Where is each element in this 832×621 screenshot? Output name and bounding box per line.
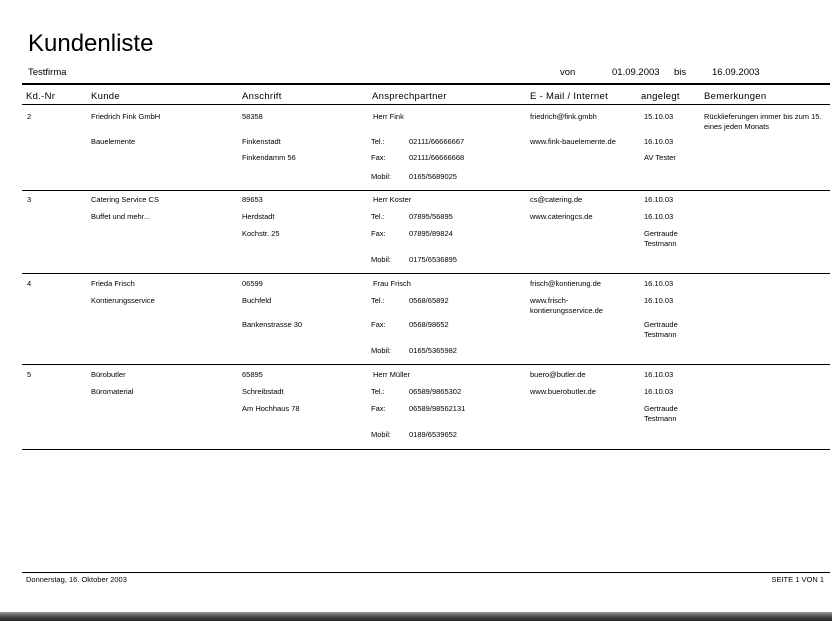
customer-date1: 16.10.03: [644, 195, 674, 204]
customer-zip: 89653: [242, 195, 263, 204]
period-to-label: bis: [674, 67, 687, 78]
customer-web: www.cateringcs.de: [530, 212, 593, 221]
fax-label: Fax:: [371, 404, 386, 413]
footer-rule: [22, 572, 830, 573]
column-header-bemerkungen: Bemerkungen: [704, 91, 767, 102]
customer-name: Friedrich Fink GmbH: [91, 112, 161, 121]
customer-mobil: 0165/5365982: [409, 346, 457, 355]
customer-zip: 58358: [242, 112, 263, 121]
customer-name2: Bauelemente: [91, 137, 136, 146]
period-to-date: 16.09.2003: [712, 67, 760, 78]
footer-date: Donnerstag, 16. Oktober 2003: [26, 575, 127, 584]
customer-web: www.fink-bauelemente.de: [530, 137, 616, 146]
customer-name2: Buffet und mehr...: [91, 212, 151, 221]
customer-contact: Herr Müller: [373, 370, 411, 379]
customer-email: buero@butler.de: [530, 370, 586, 379]
column-header-ansprechpartner: Ansprechpartner: [372, 91, 447, 102]
customer-contact: Frau Frisch: [373, 279, 411, 288]
customer-date2: 16.10.03: [644, 212, 674, 221]
customer-name: Bürobutler: [91, 370, 126, 379]
fax-label: Fax:: [371, 320, 386, 329]
mobil-label: Mobil:: [371, 172, 392, 181]
customer-email: cs@catering.de: [530, 195, 583, 204]
period-from-label: von: [560, 67, 576, 78]
customer-email: friedrich@fink.gmbh: [530, 112, 597, 121]
tel-label: Tel.:: [371, 296, 385, 305]
mobil-label: Mobil:: [371, 430, 392, 439]
customer-date1: 16.10.03: [644, 370, 674, 379]
customer-created-by: Gertraude Testmann: [644, 404, 678, 423]
tel-label: Tel.:: [371, 212, 385, 221]
column-header-email: E - Mail / Internet: [530, 91, 609, 102]
fax-label: Fax:: [371, 153, 386, 162]
customer-name2: Büromaterial: [91, 387, 134, 396]
column-header-kunde: Kunde: [91, 91, 120, 102]
customer-web: www.frisch-kontierungsservice.de: [530, 296, 603, 315]
row-divider: [22, 190, 830, 191]
customer-mobil: 0165/5689025: [409, 172, 457, 181]
customer-date2: 16.10.03: [644, 387, 674, 396]
customer-nr: 3: [27, 195, 32, 204]
customer-date1: 15.10.03: [644, 112, 674, 121]
mobil-label: Mobil:: [371, 255, 392, 264]
customer-zip: 65895: [242, 370, 263, 379]
mobil-label: Mobil:: [371, 346, 392, 355]
customer-city: Buchfeld: [242, 296, 272, 305]
customer-web: www.buerobutler.de: [530, 387, 596, 396]
company-name: Testfirma: [28, 67, 67, 78]
row-divider: [22, 364, 830, 365]
customer-tel: 07895/56895: [409, 212, 453, 221]
customer-created-by: Gertraude Testmann: [644, 229, 678, 248]
column-header-nr: Kd.-Nr: [26, 91, 56, 102]
customer-name2: Kontierungsservice: [91, 296, 155, 305]
customer-nr: 5: [27, 370, 32, 379]
customer-zip: 06599: [242, 279, 263, 288]
row-divider: [22, 449, 830, 450]
customer-email: frisch@kontierung.de: [530, 279, 601, 288]
customer-fax: 06589/98562131: [409, 404, 466, 413]
customer-mobil: 0175/6536895: [409, 255, 457, 264]
customer-name: Catering Service CS: [91, 195, 159, 204]
customer-date2: 16.10.03: [644, 137, 674, 146]
customer-mobil: 0189/6539652: [409, 430, 457, 439]
customer-name: Frieda Frisch: [91, 279, 135, 288]
footer-page-number: SEITE 1 VON 1: [771, 575, 824, 584]
header-bottom-rule: [22, 104, 830, 105]
customer-nr: 2: [27, 112, 32, 121]
customer-street: Finkendamm 56: [242, 153, 296, 162]
customer-created-by: Gertraude Testmann: [644, 320, 678, 339]
period-from-date: 01.09.2003: [612, 67, 660, 78]
customer-city: Finkenstadt: [242, 137, 281, 146]
column-header-anschrift: Anschrift: [242, 91, 282, 102]
customer-city: Schreibstadt: [242, 387, 284, 396]
customer-contact: Herr Fink: [373, 112, 404, 121]
customer-fax: 07895/89824: [409, 229, 453, 238]
tel-label: Tel.:: [371, 137, 385, 146]
customer-created-by: AV Tester: [644, 153, 676, 162]
customer-fax: 02111/66666668: [409, 153, 465, 162]
page-bottom-edge: [0, 612, 832, 621]
customer-tel: 0568/65892: [409, 296, 449, 305]
customer-date2: 16.10.03: [644, 296, 674, 305]
customer-date1: 16.10.03: [644, 279, 674, 288]
customer-tel: 06589/9865302: [409, 387, 462, 396]
fax-label: Fax:: [371, 229, 386, 238]
customer-fax: 0568/98652: [409, 320, 449, 329]
customer-tel: 02111/66666667: [409, 137, 465, 146]
customer-street: Kochstr. 25: [242, 229, 280, 238]
row-divider: [22, 273, 830, 274]
column-header-angelegt: angelegt: [641, 91, 680, 102]
header-top-rule: [22, 83, 830, 85]
tel-label: Tel.:: [371, 387, 385, 396]
customer-street: Bankenstrasse 30: [242, 320, 303, 329]
customer-street: Am Hochhaus 78: [242, 404, 300, 413]
customer-remark: Rücklieferungen immer bis zum 15. eines jeden Monats: [704, 112, 822, 131]
customer-nr: 4: [27, 279, 32, 288]
customer-city: Herdstadt: [242, 212, 275, 221]
page-title: Kundenliste: [28, 30, 154, 57]
customer-contact: Herr Koster: [373, 195, 412, 204]
